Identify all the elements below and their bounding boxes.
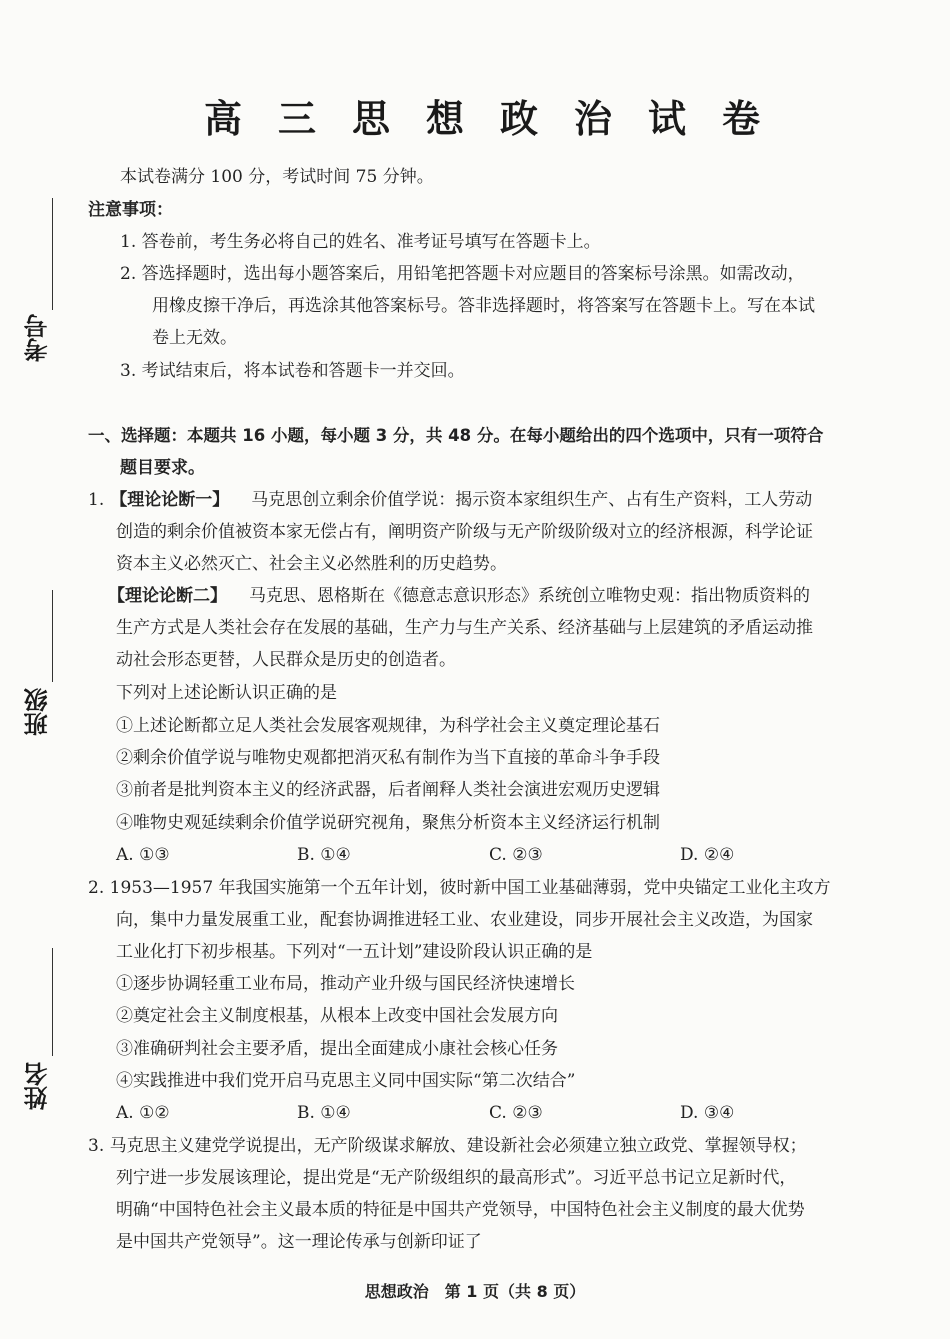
notice-item-3: 3. 考试结束后，将本试卷和答题卡一并交回。: [120, 361, 465, 381]
q1-theory1-line3: 资本主义必然灭亡、社会主义必然胜利的历史趋势。: [116, 554, 507, 574]
notice-item-2-line1: 2. 答选择题时，选出每小题答案后，用铅笔把答题卡对应题目的答案标号涂黑。如需改动，: [120, 264, 805, 284]
q2-statement-4: ④实践推进中我们党开启马克思主义同中国实际“第二次结合”: [116, 1071, 576, 1091]
q3-line3: 明确“中国特色社会主义最本质的特征是中国共产党领导，中国特色社会主义制度的最大优势: [116, 1200, 805, 1220]
q2-option-a[interactable]: A. ①②: [116, 1103, 170, 1123]
q1-statement-4: ④唯物史观延续剩余价值学说研究视角，聚焦分析资本主义经济运行机制: [116, 813, 660, 833]
q1-stem: 下列对上述论断认识正确的是: [116, 683, 337, 703]
q1-options: [0, 845, 950, 867]
q2-statement-2: ②奠定社会主义制度根基，从根本上改变中国社会发展方向: [116, 1006, 558, 1026]
page-footer: 思想政治 第 1 页（共 8 页）: [364, 1282, 586, 1301]
q2-statement-3: ③准确研判社会主要矛盾，提出全面建成小康社会核心任务: [116, 1039, 558, 1059]
page-title: 高三思想政治试卷: [203, 97, 796, 141]
q3-line2: 列宁进一步发展该理论，提出党是“无产阶级组织的最高形式”。习近平总书记立足新时代，: [116, 1168, 797, 1188]
q1-theory2-line3: 动社会形态更替，人民群众是历史的创造者。: [116, 650, 456, 670]
q1-theory2-line1: [108, 586, 810, 606]
exam-number-line: [52, 198, 53, 310]
exam-intro: 本试卷满分 100 分，考试时间 75 分钟。: [120, 167, 434, 187]
q1-theory2-text: 马克思、恩格斯在《德意志意识形态》系统创立唯物史观：指出物质资料的: [249, 586, 810, 606]
q1-option-d[interactable]: D. ②④: [680, 845, 735, 865]
class-label: 班级: [24, 688, 52, 736]
q1-number: 1.: [88, 490, 105, 510]
q1-statement-1: ①上述论断都立足人类社会发展客观规律，为科学社会主义奠定理论基石: [116, 716, 660, 736]
q3-line4: 是中国共产党领导”。这一理论传承与创新印证了: [116, 1232, 482, 1252]
q1-statement-3: ③前者是批判资本主义的经济武器，后者阐释人类社会演进宏观历史逻辑: [116, 780, 660, 800]
q2-line1: 2. 1953—1957 年我国实施第一个五年计划，彼时新中国工业基础薄弱，党中央锚定工业化主攻方: [88, 878, 831, 898]
name-line: [52, 948, 53, 1056]
notice-item-2-line3: 卷上无效。: [152, 328, 237, 348]
q3-line1: 3. 马克思主义建党学说提出，无产阶级谋求解放、建设新社会必须建立独立政党、掌握领导权；: [88, 1136, 807, 1156]
notice-item-1: 1. 答卷前，考生务必将自己的姓名、准考证号填写在答题卡上。: [120, 232, 601, 252]
name-label: 姓名: [24, 1062, 52, 1110]
section-heading-line2: 题目要求。: [120, 458, 205, 478]
section-heading-line1: 一、选择题：本题共 16 小题，每小题 3 分，共 48 分。在每小题给出的四个选项中，只有一项符合: [88, 426, 824, 445]
q1-theory1-tag: 【理论论断一】: [110, 490, 230, 510]
class-line: [52, 590, 53, 682]
q2-statement-1: ①逐步协调轻重工业布局，推动产业升级与国民经济快速增长: [116, 974, 575, 994]
q1-theory1-text: 马克思创立剩余价值学说：揭示资本家组织生产、占有生产资料，工人劳动: [251, 490, 813, 510]
q1-option-a[interactable]: A. ①③: [116, 845, 170, 865]
q1-option-c[interactable]: C. ②③: [489, 845, 543, 865]
q1-statement-2: ②剩余价值学说与唯物史观都把消灭私有制作为当下直接的革命斗争手段: [116, 748, 660, 768]
exam-number-label: 考号: [24, 314, 52, 362]
notice-heading: 注意事项：: [88, 200, 173, 220]
q2-option-b[interactable]: B. ①④: [297, 1103, 351, 1123]
q1-theory2-tag: 【理论论断二】: [108, 586, 227, 606]
q2-line2: 向，集中力量发展重工业，配套协调推进轻工业、农业建设，同步开展社会主义改造，为国家: [116, 910, 813, 930]
q2-option-c[interactable]: C. ②③: [489, 1103, 543, 1123]
q1-theory2-line2: 生产方式是人类社会存在发展的基础，生产力与生产关系、经济基础与上层建筑的矛盾运动推: [116, 618, 813, 638]
q1-option-b[interactable]: B. ①④: [297, 845, 351, 865]
q2-line3: 工业化打下初步根基。下列对“一五计划”建设阶段认识正确的是: [116, 942, 593, 962]
notice-item-2-line2: 用橡皮擦干净后，再选涂其他答案标号。答非选择题时，将答案写在答题卡上。写在本试: [152, 296, 815, 316]
q2-option-d[interactable]: D. ③④: [680, 1103, 735, 1123]
q1-theory1-line1: [88, 490, 812, 510]
q2-options: [0, 1103, 950, 1125]
q1-theory1-line2: 创造的剩余价值被资本家无偿占有，阐明资产阶级与无产阶级阶级对立的经济根源，科学论证: [116, 522, 813, 542]
